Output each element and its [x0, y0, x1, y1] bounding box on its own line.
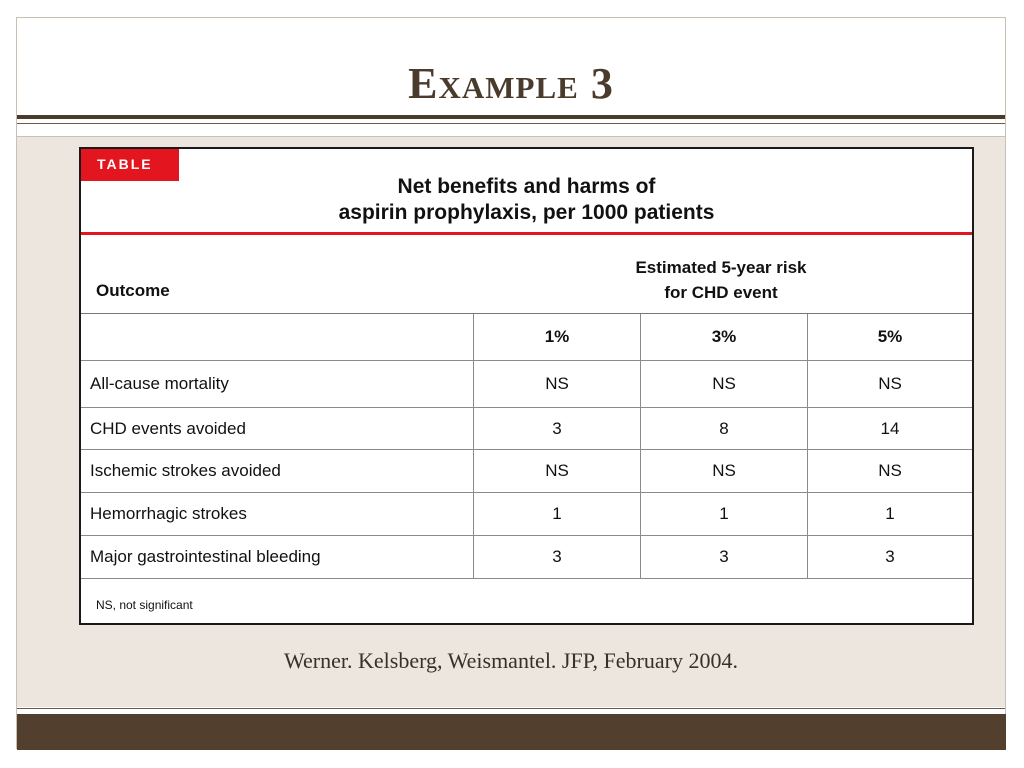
table-heading	[81, 174, 972, 226]
outcome-cell: All-cause mortality	[90, 374, 229, 393]
value-cell: NS	[640, 450, 807, 492]
value-cell: NS	[807, 361, 972, 407]
citation: Werner. Kelsberg, Weismantel. JFP, February 2004.	[284, 648, 738, 673]
table-row	[81, 361, 972, 408]
risk-column-group-header	[596, 255, 846, 305]
value-cell: 3	[473, 536, 640, 578]
value-cell: 8	[640, 408, 807, 449]
risk-header-line-2: for CHD event	[664, 283, 778, 302]
table-footnote: NS, not significant	[96, 598, 193, 612]
outcome-cell: Major gastrointestinal bleeding	[90, 547, 321, 566]
title-divider-thick	[17, 115, 1005, 119]
table-card	[79, 147, 974, 625]
table-heading-line-2: aspirin prophylaxis, per 1000 patients	[338, 201, 715, 224]
header-cell-risk-1: 1%	[473, 314, 640, 360]
value-cell: 14	[807, 408, 972, 449]
risk-header-line-1: Estimated 5-year risk	[635, 258, 807, 277]
table-row	[81, 536, 972, 579]
value-cell: NS	[640, 361, 807, 407]
outcome-cell: Hemorrhagic strokes	[90, 504, 247, 523]
title-divider-thin	[17, 123, 1005, 124]
header-cell-risk-3: 3%	[640, 314, 807, 360]
value-cell: 1	[807, 493, 972, 535]
heading-divider	[81, 232, 972, 235]
footer-bar	[17, 714, 1006, 750]
value-cell: NS	[807, 450, 972, 492]
title-band	[17, 18, 1005, 114]
outcome-column-header: Outcome	[96, 281, 170, 300]
table-row	[81, 493, 972, 536]
footer-divider	[17, 708, 1005, 709]
slide-title: Example 3	[408, 59, 614, 108]
value-cell: 1	[473, 493, 640, 535]
value-cell: 3	[640, 536, 807, 578]
table-heading-line-1: Net benefits and harms of	[397, 175, 656, 198]
header-cell-risk-5: 5%	[807, 314, 972, 360]
value-cell: 3	[473, 408, 640, 449]
table-row	[81, 408, 972, 450]
table-header-row	[81, 314, 972, 361]
outcome-cell: CHD events avoided	[90, 418, 246, 438]
value-cell: 3	[807, 536, 972, 578]
value-cell: 1	[640, 493, 807, 535]
value-cell: NS	[473, 450, 640, 492]
table-row	[81, 450, 972, 493]
value-cell: NS	[473, 361, 640, 407]
table-tag: TABLE	[81, 149, 179, 181]
outcome-cell: Ischemic strokes avoided	[90, 461, 281, 480]
header-cell-empty	[81, 314, 473, 360]
